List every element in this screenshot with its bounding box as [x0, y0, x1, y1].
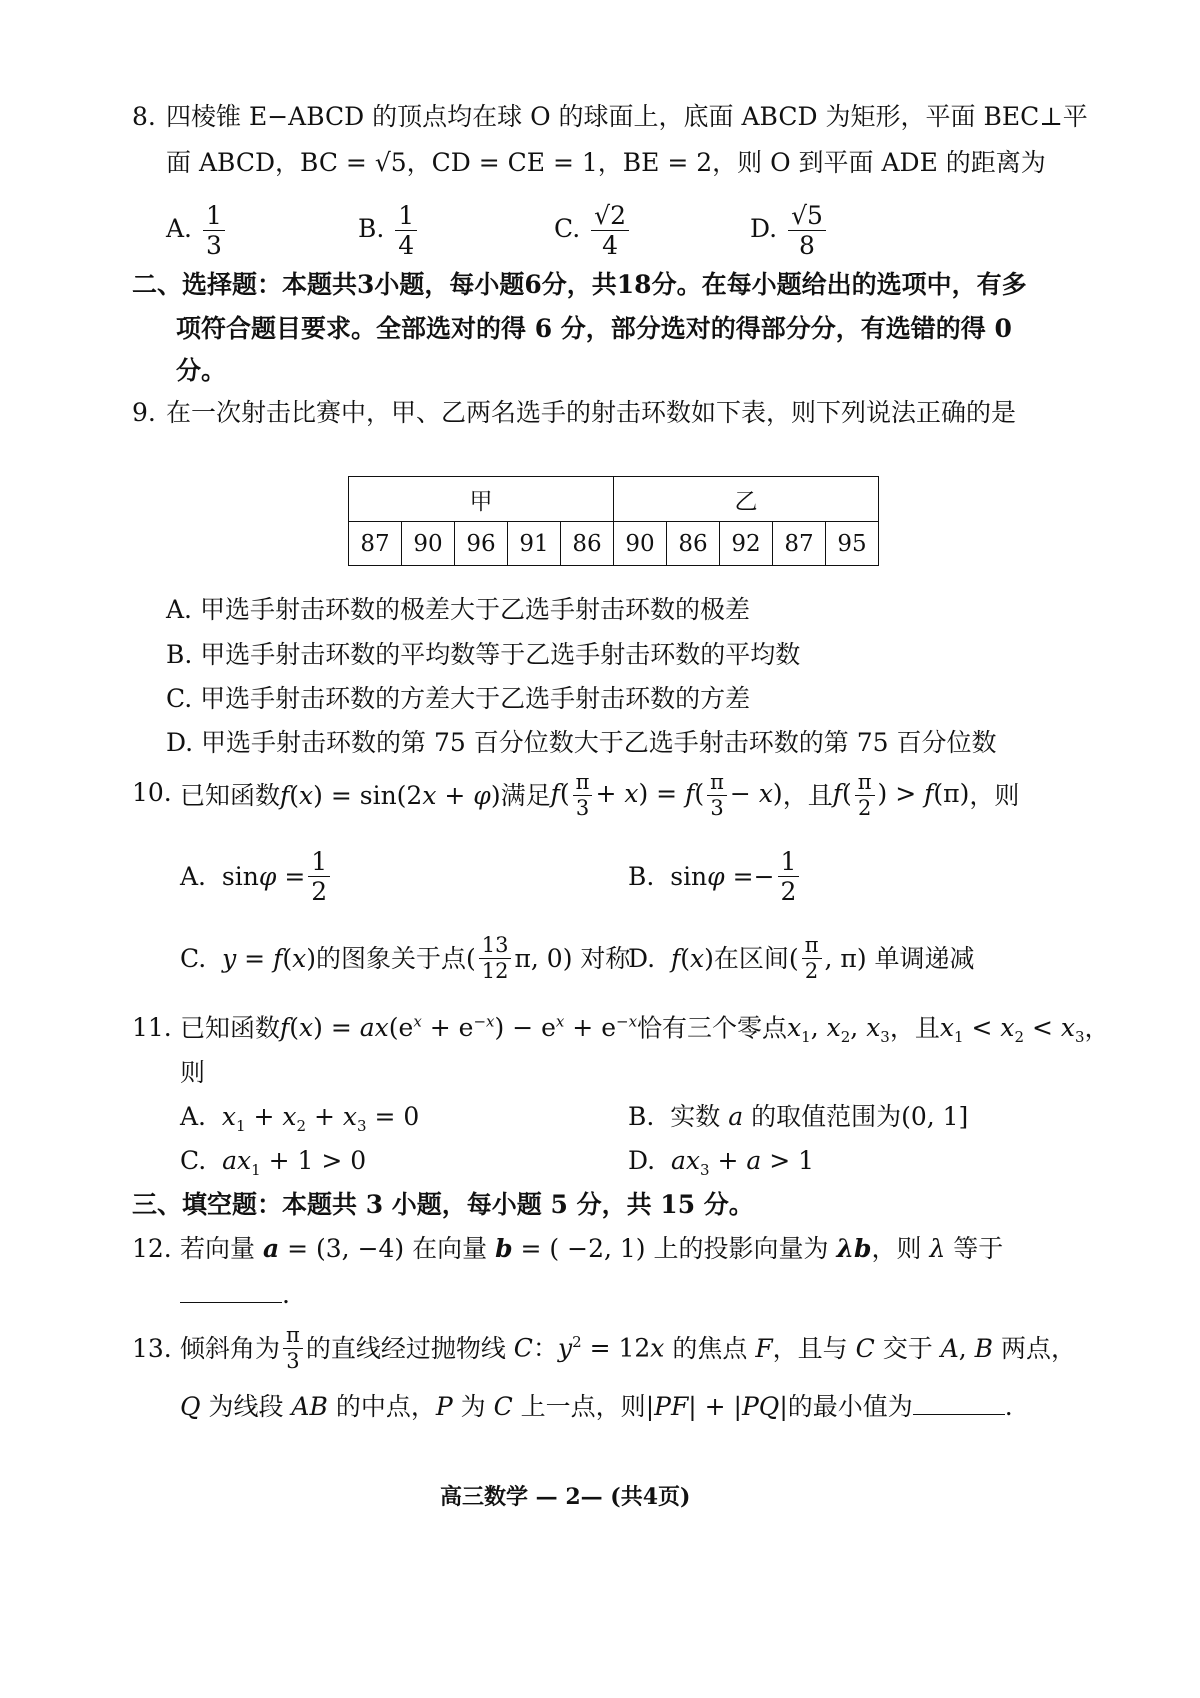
q9-number: 9. [132, 398, 156, 427]
q11-stem: 已知函数$f(x) = ax(e^x + e^{-x}) - e^x + e^{-x}$恰有三个零点$x_1$, $x_2$, $x_3$，且$x_1 < x_2 < x_3$， [180, 1013, 1110, 1047]
q11-option-c: C. $ax_1 + 1 > 0$ [180, 1146, 367, 1179]
q11-line2: 则 [180, 1058, 206, 1087]
q10-stem: 已知函数 f(x) = sin(2x + φ) 满足 f( $\frac{\pi}{3}$ + x) = f( $\frac{\pi}{3}$ − x) ，且 f( $\frac{\pi}{2}$ ) > f(π) ，则 [180, 769, 1020, 820]
q10-option-c: C. y = f(x) 的图象关于点( $\frac{13}{12}$ π, 0 ) 对称 [180, 932, 631, 983]
q9-option-d: D. 甲选手射击环数的第 75 百分位数大于乙选手射击环数的第 75 百分位数 [166, 728, 997, 757]
q13-line2: Q 为线段 AB 的中点，P 为 C 上一点，则|PF| + |PQ|的最小值为 . [180, 1392, 1013, 1421]
table-cell: 90 [614, 522, 667, 566]
section3-header: 三、填空题：本题共 3 小题，每小题 5 分，共 15 分。 [132, 1190, 754, 1219]
q11-number: 11. [132, 1013, 172, 1042]
q11-option-a: A. $x_1 + x_2 + x_3 = 0$ [180, 1102, 420, 1135]
section2-line2: 项符合题目要求。全部选对的得 6 分，部分选对的得部分分，有选错的得 0 [176, 314, 1012, 343]
q10-option-b: B. sinφ =− $\frac{1}{2}$ [628, 846, 802, 906]
q12-answer-blank[interactable]: . [180, 1280, 290, 1307]
page-footer: 高三数学 — 2— (共4页) [440, 1484, 691, 1510]
q10-option-a: A. sinφ = $\frac{1}{2}$ [180, 846, 333, 906]
q11-option-d: D. $ax_3 + a > 1$ [628, 1146, 815, 1179]
q10-option-d: D. f(x) 在区间( $\frac{\pi}{2}$ , π ) 单调递减 [628, 932, 975, 983]
q8-line1: 四棱锥 E−ABCD 的顶点均在球 O 的球面上，底面 ABCD 为矩形，平面 BEC⊥平 [166, 102, 1088, 131]
group-header-yi: 乙 [614, 477, 879, 522]
q13-number: 13. [132, 1334, 172, 1363]
table-cell: 87 [773, 522, 826, 566]
table-cell: 87 [349, 522, 402, 566]
table-cell: 95 [826, 522, 879, 566]
q8-option-c: C. $\frac{√2}{4}$ [554, 203, 632, 258]
q8-line2: 面 ABCD，BC = √5，CD = CE = 1，BE = 2，则 O 到平面 ADE 的距离为 [166, 148, 1046, 177]
table-cell: 92 [720, 522, 773, 566]
q12-number: 12. [132, 1234, 172, 1263]
q8-option-d: D. $\frac{√5}{8}$ [750, 203, 829, 258]
q8-option-a: A. $\frac{1}{3}$ [166, 203, 228, 258]
q13-stem: 倾斜角为 $\frac{\pi}{3}$ 的直线经过抛物线 C：$y^2 = 12x$ 的焦点 F ，且与 C 交于 A, B 两点， [180, 1322, 1077, 1373]
table-cell: 86 [667, 522, 720, 566]
table-cell: 91 [508, 522, 561, 566]
q13-answer-blank[interactable] [913, 1392, 1005, 1415]
q9-stem: 在一次射击比赛中，甲、乙两名选手的射击环数如下表，则下列说法正确的是 [166, 398, 1017, 427]
q8-option-b: B. $\frac{1}{4}$ [358, 203, 420, 258]
table-cell: 86 [561, 522, 614, 566]
score-table [348, 476, 879, 566]
section2-line3: 分。 [176, 356, 227, 385]
q11-option-b: B. 实数 a 的取值范围为(0, 1] [628, 1102, 969, 1131]
group-header-jia: 甲 [349, 477, 614, 522]
q10-number: 10. [132, 778, 172, 807]
q8-number: 8. [132, 102, 156, 131]
table-cell: 90 [402, 522, 455, 566]
q9-option-a: A. 甲选手射击环数的极差大于乙选手射击环数的极差 [166, 595, 750, 624]
table-cell: 96 [455, 522, 508, 566]
q12-stem: 若向量 a = (3, −4) 在向量 b = ( −2, 1) 上的投影向量为 λb，则 λ 等于 [180, 1234, 1004, 1263]
section2-line1: 二、选择题：本题共3小题，每小题6分，共18分。在每小题给出的选项中，有多 [132, 270, 1027, 299]
q9-option-b: B. 甲选手射击环数的平均数等于乙选手射击环数的平均数 [166, 640, 801, 669]
q9-option-c: C. 甲选手射击环数的方差大于乙选手射击环数的方差 [166, 684, 751, 713]
